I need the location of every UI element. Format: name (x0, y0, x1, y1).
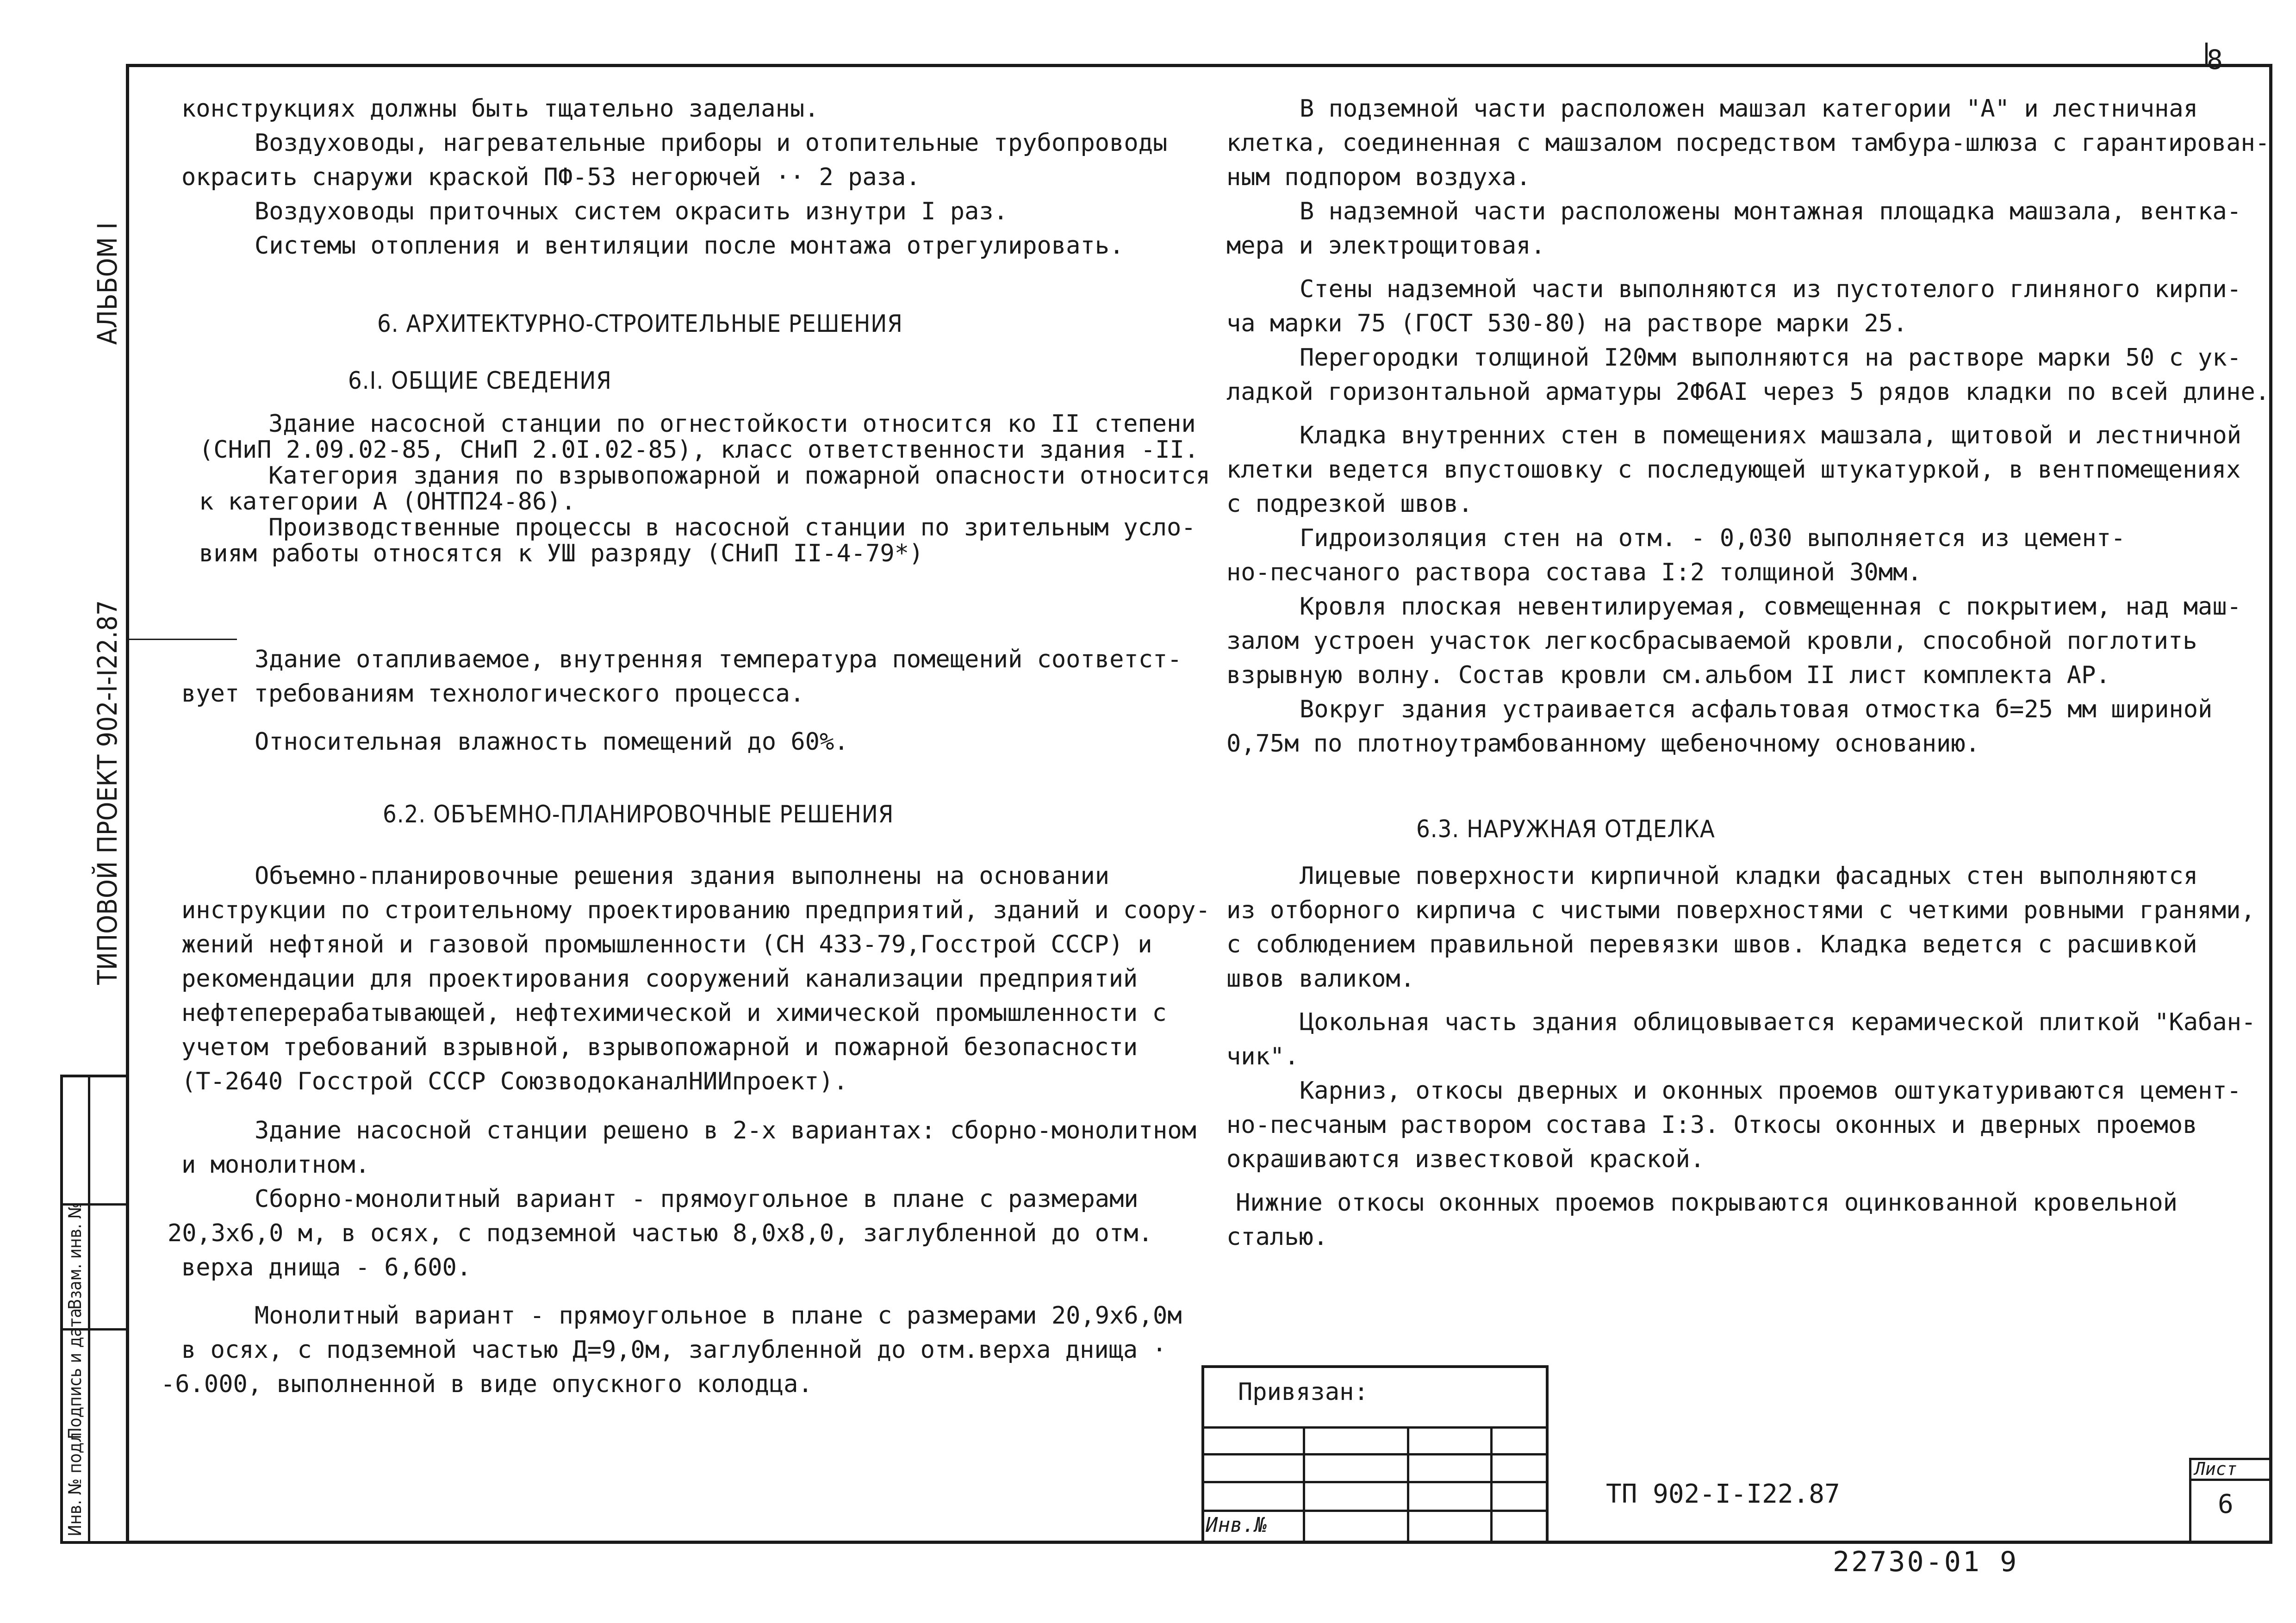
text-line: -6.000, выполненной в виде опускного колодца. (161, 1370, 813, 1398)
general-info-block (199, 411, 1210, 566)
sheet-label: Лист (2195, 1459, 2237, 1479)
text-line: жений нефтяной и газовой промышленности (СН 433-79,Госстрой СССР) и (181, 931, 1152, 958)
text-line: Лицевые поверхности кирпичной кладки фасадных стен выполняются (1300, 862, 2198, 890)
text-line: Нижние откосы оконных проемов покрываются оцинкованной кровельной (1236, 1189, 2178, 1217)
text-line: Карниз, откосы дверных и оконных проемов оштукатуриваются цемент- (1300, 1077, 2241, 1105)
heating-block (181, 642, 1182, 759)
text-line: Относительная влажность помещений до 60%. (255, 728, 849, 756)
text-line: Категория здания по взрывопожарной и пожарной опасности относится (268, 462, 1210, 490)
text-line: с соблюдением правильной перевязки швов. Кладка ведется с расшивкой (1226, 931, 2197, 958)
text-line: Воздуховоды приточных систем окрасить изнутри I раз. (255, 198, 1008, 225)
text-line: (Т-2640 Госстрой СССР СоюзводоканалНИИпроект). (181, 1068, 848, 1095)
text-line: 20,3х6,0 м, в осях, с подземной частью 8,0х8,0, заглубленной до отм. (168, 1219, 1153, 1247)
text-line: вует требованиям технологического процесса. (181, 680, 805, 708)
inv-label: Инв.№ (1206, 1513, 1267, 1537)
section-6-3-title: 6.3. НАРУЖНАЯ ОТДЕЛКА (1416, 815, 1715, 843)
text-line: ладкой горизонтальной арматуры 2Ф6АI через 5 рядов кладки по всей длине. (1226, 378, 2270, 406)
text-line: швов валиком. (1226, 965, 1415, 993)
text-line: В надземной части расположены монтажная площадка машзала, вентка- (1300, 198, 2241, 225)
text-line: с подрезкой швов. (1226, 490, 1473, 518)
text-line: окрашиваются известковой краской. (1226, 1145, 1705, 1173)
text-line: Кровля плоская невентилируемая, совмещенная с покрытием, над маш- (1300, 593, 2241, 621)
text-line: верха днища - 6,600. (181, 1254, 472, 1281)
text-line: 0,75м по плотноутрамбованному щебеночному основанию. (1226, 730, 1980, 758)
text-line: в осях, с подземной частью Д=9,0м, заглубленной до отм.верха днища · (181, 1336, 1167, 1364)
text-line: конструкциях должны быть тщательно заделаны. (181, 95, 819, 123)
text-line: В подземной части расположен машзал категории "А" и лестничная (1300, 95, 2198, 123)
text-line: Перегородки толщиной I20мм выполняются на растворе марки 50 с ук- (1300, 344, 2241, 372)
text-line: взрывную волну. Состав кровли см.альбом II лист комплекта АР. (1226, 661, 2110, 689)
stamp-strip-divider (88, 1075, 90, 1544)
text-line: (СНиП 2.09.02-85, СНиП 2.0I.02-85), класс ответственности здания -II. (199, 436, 1199, 464)
text-line: Системы отопления и вентиляции после монтажа отрегулировать. (255, 232, 1124, 260)
text-line: Здание насосной станции решено в 2-х вариантах: сборно-монолитном (255, 1117, 1196, 1144)
text-line: Производственные процессы в насосной станции по зрительным усло- (268, 514, 1196, 541)
text-line: клетки ведется впустошовку с последующей штукатуркой, в вентпомещениях (1226, 456, 2241, 484)
section-6-1-title: 6.I. ОБЩИЕ СВЕДЕНИЯ (348, 367, 612, 395)
text-line: Здание отапливаемое, внутренняя температура помещений соответст- (255, 646, 1182, 673)
text-line: мера и электрощитовая. (1226, 232, 1545, 260)
text-line: но-песчаным раствором состава I:3. Откосы оконных и дверных проемов (1226, 1111, 2197, 1139)
planning-block (181, 859, 1210, 1099)
text-line: Воздуховоды, нагревательные приборы и отопительные трубопроводы (255, 129, 1168, 157)
text-line: и монолитном. (181, 1151, 370, 1179)
right-block-a (1226, 92, 2270, 761)
text-line: из отборного кирпича с чистыми поверхностями с четкими ровными гранями, (1226, 896, 2255, 924)
text-line: к категории А (ОНТП24-86). (199, 488, 576, 516)
project-label: ТИПОВОЙ ПРОЕКТ 902-I-I22.87 (92, 600, 123, 985)
text-line: но-песчаного раствора состава I:2 толщиной 30мм. (1226, 559, 1922, 586)
text-line: виям работы относятся к УШ разряду (СНиП II-4-79*) (199, 540, 924, 567)
text-line: ным подпором воздуха. (1226, 163, 1531, 191)
stamp-label-replace: Взам. инв. № (65, 1202, 85, 1310)
text-line: Здание насосной станции по огнестойкости относится ко II степени (268, 410, 1196, 438)
text-line: Монолитный вариант - прямоугольное в плане с размерами 20,9х6,0м (255, 1302, 1182, 1330)
document-code: ТП 902-I-I22.87 (1606, 1479, 1840, 1509)
text-line: Кладка внутренних стен в помещениях машзала, щитовой и лестничной (1300, 422, 2241, 449)
text-line: ча марки 75 (ГОСТ 530-80) на растворе марки 25. (1226, 310, 1908, 337)
margin-divider (126, 639, 237, 640)
sheet-number: 6 (2218, 1489, 2234, 1519)
text-line: рекомендации для проектирования сооружений канализации предприятий (181, 965, 1138, 993)
text-line: Вокруг здания устраивается асфальтовая отмостка б=25 мм шириной (1300, 696, 2213, 723)
text-line: сталью. (1226, 1223, 1328, 1251)
variants-block (161, 1113, 1196, 1401)
album-label: АЛЬБОМ I (92, 222, 123, 345)
text-line: чик". (1226, 1043, 1299, 1070)
text-line: Объемно-планировочные решения здания выполнены на основании (255, 862, 1110, 890)
top-sheet-number: 8 (2207, 44, 2223, 75)
intro-block (181, 92, 1167, 263)
bound-label: Привязан: (1238, 1378, 1369, 1406)
archive-number: 22730-01 9 (1833, 1546, 2019, 1578)
text-line: Сборно-монолитный вариант - прямоугольное в плане с размерами (255, 1185, 1139, 1213)
section-6-title: 6. АРХИТЕКТУРНО-СТРОИТЕЛЬНЫЕ РЕШЕНИЯ (377, 310, 903, 338)
text-line: инструкции по строительному проектированию предприятий, зданий и соору- (181, 896, 1210, 924)
text-line: Гидроизоляция стен на отм. - 0,030 выполняется из цемент- (1300, 524, 2126, 552)
section-6-2-title: 6.2. ОБЪЕМНО-ПЛАНИРОВОЧНЫЕ РЕШЕНИЯ (383, 801, 894, 828)
right-block-b (1226, 859, 2256, 1254)
stamp-label-inv: Инв. № подл. (65, 1427, 85, 1536)
text-line: учетом требований взрывной, взрывопожарной и пожарной безопасности (181, 1033, 1138, 1061)
stamp-label-sign: Подпись и дата (65, 1308, 85, 1439)
text-line: клетка, соединенная с машзалом посредством тамбура-шлюза с гарантирован- (1226, 129, 2270, 157)
text-line: Стены надземной части выполняются из пустотелого глиняного кирпи- (1300, 275, 2241, 303)
text-line: окрасить снаружи краской ПФ-53 негорючей ·· 2 раза. (181, 163, 921, 191)
text-line: нефтеперерабатывающей, нефтехимической и химической промышленности с (181, 999, 1167, 1027)
text-line: залом устроен участок легкосбрасываемой кровли, способной поглотить (1226, 627, 2197, 655)
text-line: Цокольная часть здания облицовывается керамической плиткой "Кабан- (1300, 1008, 2256, 1036)
